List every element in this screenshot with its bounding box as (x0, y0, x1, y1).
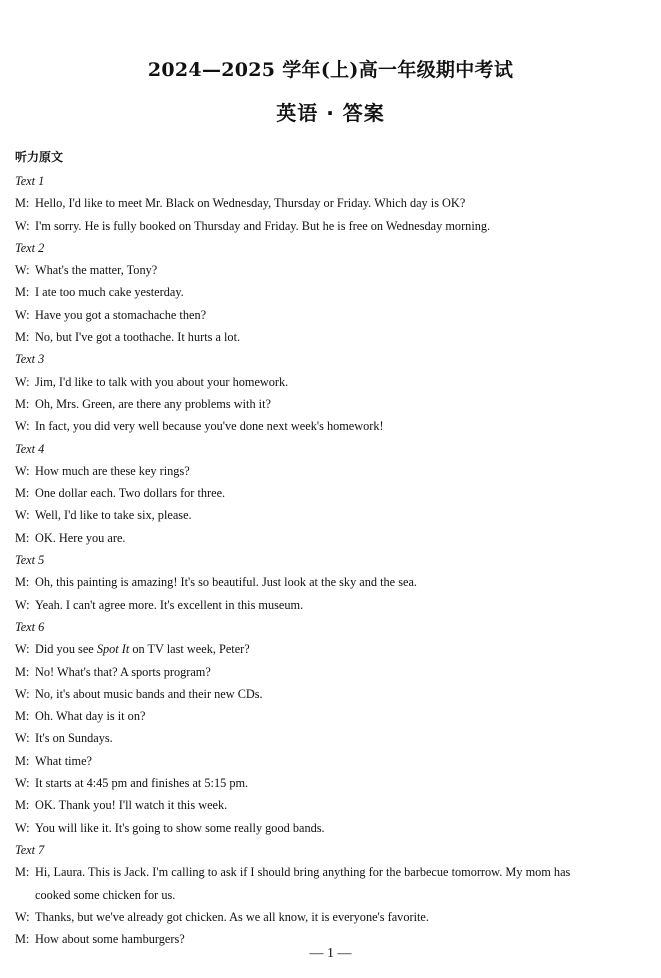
text-label: Text 2 (15, 240, 45, 255)
dialogue-text: I ate too much cake yesterday. (35, 285, 184, 300)
speaker-label: M: (15, 798, 30, 813)
speaker-label: W: (15, 419, 30, 434)
dialogue-text: Have you got a stomachache then? (35, 307, 207, 322)
page-number: — 1 — (309, 946, 352, 961)
dialogue-line (15, 571, 651, 593)
dialogue-line (15, 527, 651, 549)
dialogue-text: Did you see (35, 642, 97, 657)
program-title: Spot It (96, 642, 130, 657)
speaker-label: M: (15, 753, 30, 768)
dialogue-text: Thanks, but we've already got chicken. As we all know, it is everyone's favorite. (35, 909, 429, 924)
speaker-label: M: (15, 486, 30, 501)
speaker-label: W: (15, 218, 30, 233)
dialogue-text: No, it's about music bands and their new CDs. (35, 686, 263, 701)
dialogue-text: It starts at 4:45 pm and finishes at 5:15 pm. (35, 776, 249, 791)
dialogue-line (15, 192, 651, 214)
dialogue-line (15, 705, 651, 727)
text-label: Text 1 (15, 174, 45, 188)
dialogue-text: Hi, Laura. This is Jack. I'm calling to ask if I should bring anything for the barbecue tomorrow. My mom has (35, 865, 571, 880)
speaker-label: W: (15, 597, 30, 612)
document-subtitle: 英语 · 答案 (276, 101, 385, 125)
dialogue-text: You will like it. It's going to show some really good bands. (35, 820, 325, 835)
speaker-label: M: (15, 396, 30, 411)
section-heading: 听力原文 (15, 150, 64, 164)
speaker-label: M: (15, 865, 30, 880)
dialogue-line (15, 594, 651, 616)
speaker-label: W: (15, 820, 30, 835)
dialogue-text: Oh, this painting is amazing! It's so beautiful. Just look at the sky and the sea. (35, 575, 417, 590)
dialogue-text: It's on Sundays. (35, 731, 113, 746)
dialogue-line (15, 817, 651, 839)
text-label: Text 7 (15, 842, 45, 857)
dialogue-line (15, 304, 651, 326)
text-label: Text 6 (15, 619, 45, 634)
dialogue-line (15, 326, 651, 348)
dialogue-line (15, 638, 651, 660)
dialogue-line (15, 460, 651, 482)
text-label: Text 5 (15, 553, 45, 568)
speaker-label: W: (15, 307, 30, 322)
dialogue-text: Oh, Mrs. Green, are there any problems with it? (35, 396, 271, 411)
document-title: 2024—2025 学年(上)高一年级期中考试 (147, 59, 514, 81)
dialogue-line (15, 371, 651, 393)
speaker-label: W: (15, 686, 30, 701)
dialogue-text: Oh. What day is it on? (35, 709, 146, 724)
dialogue-text: OK. Thank you! I'll watch it this week. (35, 798, 228, 813)
dialogue-text: How about some hamburgers? (35, 932, 185, 947)
dialogue-text: I'm sorry. He is fully booked on Thursday and Friday. But he is free on Wednesday morning. (35, 218, 491, 233)
speaker-label: W: (15, 463, 30, 478)
dialogue-text: No, but I've got a toothache. It hurts a lot. (35, 330, 241, 345)
dialogue-text: One dollar each. Two dollars for three. (35, 486, 226, 501)
dialogue-text: Well, I'd like to take six, please. (35, 508, 192, 523)
speaker-label: W: (15, 909, 30, 924)
speaker-label: W: (15, 731, 30, 746)
speaker-label: W: (15, 374, 30, 389)
dialogue-line (15, 281, 651, 303)
dialogue-text: No! What's that? A sports program? (35, 664, 211, 679)
dialogue-line-continuation: cooked some chicken for us. (35, 887, 176, 902)
dialogue-line (15, 393, 651, 415)
dialogue-line (15, 482, 651, 504)
dialogue-line (15, 794, 651, 816)
text-label: Text 4 (15, 441, 45, 456)
dialogue-line (15, 504, 651, 526)
speaker-label: W: (15, 508, 30, 523)
speaker-label: W: (15, 642, 30, 657)
text-label: Text 3 (15, 352, 45, 367)
dialogue-text: In fact, you did very well because you've done next week's homework! (35, 419, 384, 434)
dialogue-line (15, 772, 651, 794)
speaker-label: M: (15, 196, 30, 211)
transcript-body (15, 170, 651, 950)
dialogue-text: on TV last week, Peter? (129, 642, 250, 657)
dialogue-line (15, 661, 651, 683)
speaker-label: M: (15, 285, 30, 300)
speaker-label: M: (15, 330, 30, 345)
speaker-label: M: (15, 575, 30, 590)
speaker-label: W: (15, 776, 30, 791)
speaker-label: M: (15, 664, 30, 679)
dialogue-line (15, 415, 651, 437)
dialogue-text: Hello, I'd like to meet Mr. Black on Wednesday, Thursday or Friday. Which day is OK? (35, 196, 466, 211)
dialogue-line (15, 861, 651, 883)
dialogue-text: How much are these key rings? (35, 463, 190, 478)
speaker-label: M: (15, 530, 30, 545)
dialogue-line (15, 750, 651, 772)
dialogue-text: OK. Here you are. (35, 530, 126, 545)
dialogue-line (15, 906, 651, 928)
dialogue-line (15, 215, 651, 237)
dialogue-line (15, 259, 651, 281)
dialogue-text: What time? (35, 753, 93, 768)
speaker-label: M: (15, 932, 30, 947)
dialogue-line (15, 683, 651, 705)
dialogue-line (15, 727, 651, 749)
speaker-label: W: (15, 263, 30, 278)
dialogue-text: Yeah. I can't agree more. It's excellent in this museum. (35, 597, 304, 612)
dialogue-text: What's the matter, Tony? (35, 263, 158, 278)
speaker-label: M: (15, 709, 30, 724)
dialogue-text: Jim, I'd like to talk with you about your homework. (35, 374, 289, 389)
